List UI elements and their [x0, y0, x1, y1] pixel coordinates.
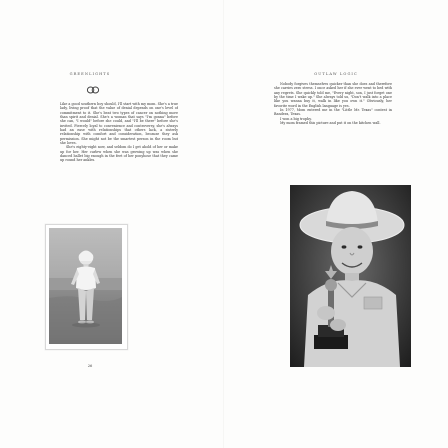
right-paragraph-3: I won a big trophy. — [280, 116, 312, 121]
right-paragraph-2: In 1977, Mom entered me in the "Little Mr. Texas" contest in Bandera, Texas. — [274, 108, 392, 117]
left-photo-girl-swimsuit-beach — [49, 228, 122, 344]
left-page-body-text — [60, 102, 178, 202]
page-number-left: 26 — [87, 364, 93, 368]
left-paragraph-2: She's eighty-eight now, and seldom do I get ahold of her or make up for her. Her curlew when she was growing up was when she danced ballet big enough in the feet of her ponyhose that they came up round her ankles. — [60, 145, 178, 163]
running-head-left: GREENLIGHTS — [69, 72, 111, 76]
right-page-body-text — [274, 82, 392, 172]
right-photo-illustration — [290, 185, 411, 367]
right-paragraph-1: Nobody forgives themselves quicker than she does and therefore she carries zero stress. I once asked her if she ever went to bed with any regrets. She quickly told me, "Every night, son, I just forget one by the time I wake up." She always told us, "Don't walk into a place like you wanna buy it, walk in like you own it." Obviously, her favorite word in the English language is yes. — [274, 82, 392, 108]
double-ring-ornament-icon — [85, 85, 101, 95]
running-head-right: OUTLAW LOGIC — [314, 72, 358, 76]
right-photo-boy-cowboy-hat-trophy — [290, 185, 411, 367]
left-photo-illustration — [49, 228, 122, 344]
left-paragraph-1: Like a good southern boy should, I'll start with my mom. She's a true lady, living proof that the value of denial depends on one's level of commitment to it. She's beat two types of cancer on nothing more than spirit and denial. She's a woman that says "I'm gonna" before she can, "I would" before she could, and "I'll be there" before she's invited. Fiercely loyal to convenience and controversy, she's always had an ease with relationships that others lack, a sisterly relationship with comfort and consideration, because they ask permission. She might not be the smartest person in the room but she loves. — [60, 102, 178, 146]
right-paragraph-4: My mom framed this picture and put it on the kitchen wall. — [280, 121, 381, 126]
